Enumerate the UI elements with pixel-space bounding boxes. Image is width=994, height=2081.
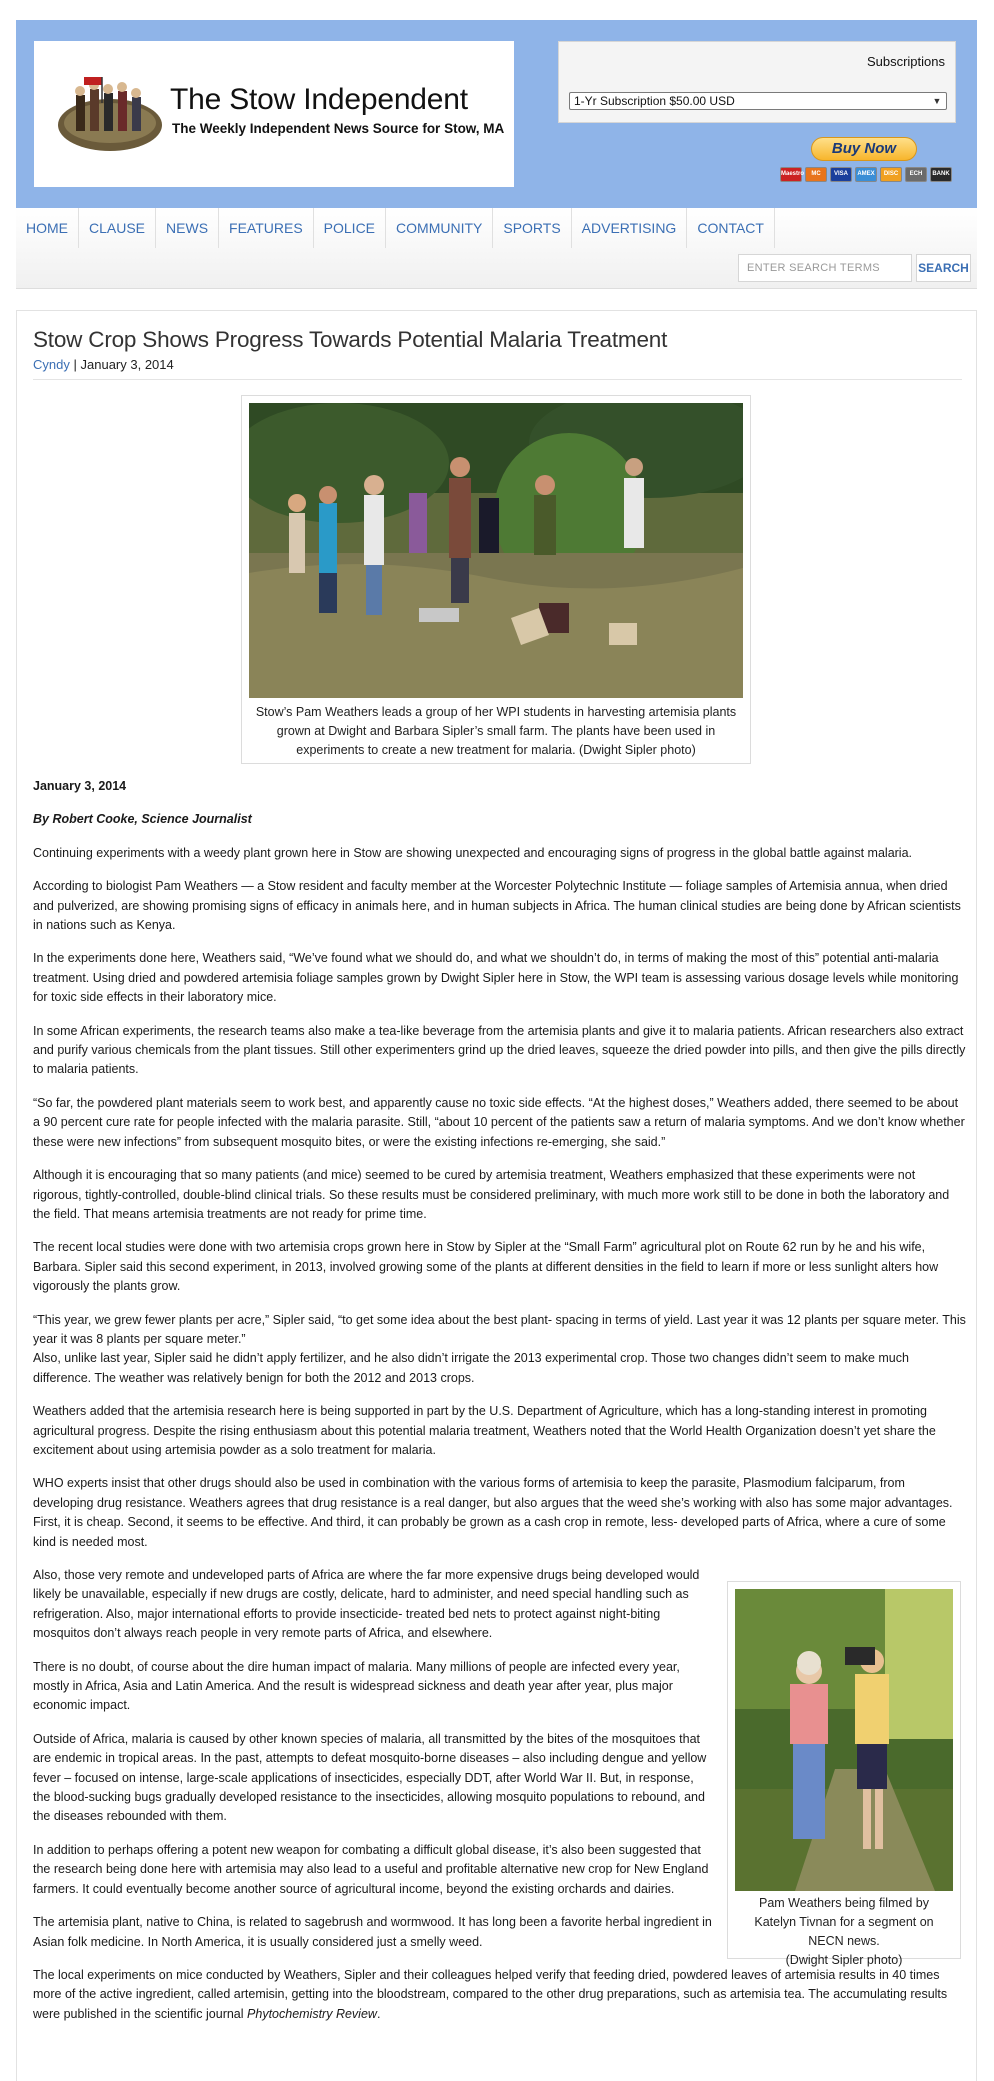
nav-item-community[interactable]: COMMUNITY xyxy=(386,208,493,248)
caption-line: Pam Weathers being filmed by xyxy=(759,1896,929,1910)
buy-now-button[interactable]: Buy Now xyxy=(811,137,917,161)
subscription-select[interactable] xyxy=(569,92,947,110)
payment-card-icon: MC xyxy=(805,167,827,182)
paragraph: In addition to perhaps offering a potent new weapon for combating a difficult global disease, it’s also been suggested that the research being done here with artemisia may also lead to a useful and profitable alternative new crop for New England farmers. It could eventually become another source of agricultural income, beyond the existing orchards and dairies. xyxy=(33,1842,709,1896)
dateline: January 3, 2014 xyxy=(33,779,127,793)
payment-card-icon: AMEX xyxy=(855,167,877,182)
paragraph: According to biologist Pam Weathers — a Stow resident and faculty member at the Worcester Polytechnic Institute — foliage samples of Artemisia annua, when dried and pulverized, are showing promising signs of efficacy in animals here, and in human subjects in Africa. The human clinical studies are being done by African scientists in nations such as Kenya. xyxy=(33,879,961,933)
paragraph: In the experiments done here, Weathers said, “We’ve found what we should do, and what we shouldn’t do, in terms of making the most of this” potential anti-malaria treatment. Using dried and powdered artemisia foliage samples grown by Dwight Sipler here in Stow, the WPI team is assessing various dosage levels while monitoring for toxic side effects in their laboratory mice. xyxy=(33,951,959,1005)
harvest-photo[interactable] xyxy=(249,403,743,698)
logo-subtitle: The Weekly Independent News Source for Stow, MA xyxy=(172,121,505,136)
meta-separator: | xyxy=(73,357,77,372)
paragraph: The recent local studies were done with two artemisia crops grown here in Stow by Sipler at the “Small Farm” agricultural plot on Route 62 run by he and his wife, Barbara. Sipler said this second experiment, in 2013, involved growing some of the plants at different densities in the field to learn if more or less sunlight alters how vigorously the plants grow. xyxy=(33,1240,939,1294)
paragraph: In some African experiments, the research teams also make a tea-like beverage from the artemisia plants and give it to malaria patients. African researchers also extract and purify various chemicals from the plant tissues. Still other experimenters grind up the dried leaves, squeeze the dried powder into pills, and then give the pills directly to malaria patients. xyxy=(33,1023,966,1077)
nav-item-clause[interactable]: CLAUSE xyxy=(79,208,156,248)
logo-title: The Stow Independent xyxy=(170,83,468,116)
quote-line-1: “This year, we grew fewer plants per acre,” Sipler said, “to get some idea about the best plant- spacing in terms of yield. Last year it was 12 plants per square meter. This year it was 8 plants per square meter.” xyxy=(33,1312,966,1346)
filming-photo[interactable] xyxy=(735,1589,953,1891)
paragraph: There is no doubt, of course about the dire human impact of malaria. Many millions of people are infected every year, mostly in Africa, Asia and Latin America. And the result is widespread sickness and death year after year, plus major economic impact. xyxy=(33,1659,680,1713)
paragraph: Continuing experiments with a weedy plant grown here in Stow are showing unexpected and encouraging signs of progress in the global battle against malaria. xyxy=(33,845,913,860)
last-para-text: The local experiments on mice conducted by Weathers, Sipler and their colleagues helped verify that feeding dried, powdered leaves of artemisia results in 40 times more of the active ingredient, called artemisin, getting into the bloodstream, compared to the other drug preparations, such as artemisia tea. The accumulating results were published in the scientific journal xyxy=(33,1967,948,2021)
paragraph: Although it is encouraging that so many patients (and mice) seemed to be cured by artemisia treatment, Weathers emphasized that these experiments were not rigorous, tightly-controlled, double-blind clinical trials. So these results must be considered preliminary, with much more work still to be done in both the laboratory and the field. That means artemisia treatments are not ready for prime time. xyxy=(33,1168,950,1221)
nav-item-news[interactable]: NEWS xyxy=(156,208,219,248)
paragraph-group-1 xyxy=(33,844,967,1297)
figure-harvest xyxy=(241,395,751,764)
last-para-end: . xyxy=(376,2006,381,2021)
subscriptions-panel xyxy=(558,41,956,123)
payment-cards xyxy=(780,167,970,183)
article-date: January 3, 2014 xyxy=(80,357,174,372)
article xyxy=(16,310,977,2081)
nav-menu xyxy=(16,208,775,248)
caption-line: Katelyn Tivnan for a segment on xyxy=(754,1915,934,1929)
paragraph: The artemisia plant, native to China, is related to sagebrush and wormwood. It has long been a favorite herbal ingredient in Asian folk medicine. In North America, it is usually considered just a smelly weed. xyxy=(33,1915,712,1949)
author-link[interactable]: Cyndy xyxy=(33,357,70,372)
nav-item-features[interactable]: FEATURES xyxy=(219,208,314,248)
paragraph: Also, those very remote and undeveloped parts of Africa are where the far more expensive drugs being developed would likely be unavailable, especially if new drugs are costly, delicate, hard to administer, and need special handling such as refrigeration. Also, major international efforts to provide insecticide- treated bed nets to protect against night-biting mosquitos don’t always reach people in very remote parts of Africa, and elsewhere. xyxy=(33,1568,700,1641)
paragraph: “So far, the powdered plant materials seem to work best, and apparently cause no toxic side effects. “At the highest doses,” Weathers added, there seemed to be about a 90 percent cure rate for people infected with the malaria parasite. Still, “about 10 percent of the patients saw a return of malaria symptoms. And we don’t know whether these were new infections” from subsequent mosquito bites, or were the existing infections re-emerging, she said.” xyxy=(33,1095,965,1149)
byline: By Robert Cooke, Science Journalist xyxy=(33,812,252,827)
search-input[interactable]: ENTER SEARCH TERMS xyxy=(738,254,912,282)
payment-card-icon: ECH xyxy=(905,167,927,182)
payment-card-icon: Maestro xyxy=(780,167,802,182)
subscriptions-label: Subscriptions xyxy=(866,54,945,69)
main-nav xyxy=(16,208,977,289)
payment-card-icon: VISA xyxy=(830,167,852,182)
nav-item-home[interactable]: HOME xyxy=(16,208,79,248)
paragraph: WHO experts insist that other drugs should also be used in combination with the various forms of artemisia to keep the parasite, Plasmodium falciparum, from developing drug resistance. Weathers agrees that drug resistance is a real danger, but also argues that the weed she’s working with also has some major advantages. First, it is cheap. Second, it seems to be effective. And third, it can probably be grown as a cash crop in remote, less- developed parts of Africa, where a cure of some kind is needed most. xyxy=(33,1476,953,1549)
site-logo[interactable] xyxy=(34,41,514,187)
figure-harvest-caption: Stow’s Pam Weathers leads a group of her WPI students in harvesting artemisia plants grown at Dwight and Barbara Sipler’s small farm. The plants have been used in experiments to create a new treatment for malaria. (Dwight Sipler photo) xyxy=(255,705,737,757)
quote-line-2: Also, unlike last year, Sipler said he didn’t apply fertilizer, and he also didn’t irrigate the 2013 experimental crop. Those two changes didn’t seem to make much difference. The weather was relatively benign for both the 2012 and 2013 crops. xyxy=(33,1351,909,1385)
paragraph: Outside of Africa, malaria is caused by other known species of malaria, all transmitted by the bites of the mosquitoes that are endemic in tropical areas. In the past, attempts to defeat mosquito-borne diseases – also including dengue and yellow fever – focused on intense, large-scale applications of insecticides, especially DDT, after World War II. But, in response, the blood-sucking bugs gradually developed resistance to the insecticides, allowing mosquito populations to rebound, and the diseases rebounded with them. xyxy=(33,1731,707,1824)
journal-name: Phytochemistry Review xyxy=(247,2006,377,2021)
payment-card-icon: BANK xyxy=(930,167,952,182)
title-divider xyxy=(33,379,962,380)
nav-item-contact[interactable]: CONTACT xyxy=(687,208,775,248)
caption-line: (Dwight Sipler photo) xyxy=(785,1953,903,1967)
site-header xyxy=(16,20,977,208)
subscription-select-value: 1-Yr Subscription $50.00 USD xyxy=(574,94,735,108)
paragraph-group-3 xyxy=(33,1566,713,1952)
nav-item-advertising[interactable]: ADVERTISING xyxy=(572,208,688,248)
paragraph-last xyxy=(33,1966,967,2024)
payment-card-icon: DISC xyxy=(880,167,902,182)
search-button[interactable]: SEARCH xyxy=(916,254,971,282)
chevron-down-icon: ▼ xyxy=(932,96,942,106)
paragraph: Weathers added that the artemisia research here is being supported in part by the U.S. Department of Agriculture, which has a long-standing interest in promoting agricultural progress. Despite the rising enthusiasm about this potential malaria treatment, Weathers noted that the World Health Organization doesn’t yet share the excitement about using artemisia powder as a solo treatment for malaria. xyxy=(33,1404,936,1457)
figure-filming-caption xyxy=(728,1894,960,1970)
caption-line: NECN news. xyxy=(808,1934,880,1948)
figure-filming xyxy=(727,1581,961,1967)
nav-item-sports[interactable]: SPORTS xyxy=(493,208,571,248)
article-meta xyxy=(33,357,174,372)
nav-item-police[interactable]: POLICE xyxy=(314,208,386,248)
article-title: Stow Crop Shows Progress Towards Potential Malaria Treatment xyxy=(33,327,668,352)
logo-emblem-icon xyxy=(54,73,166,155)
paragraph-group-2 xyxy=(33,1402,967,1552)
paragraph-quote xyxy=(33,1311,967,1389)
